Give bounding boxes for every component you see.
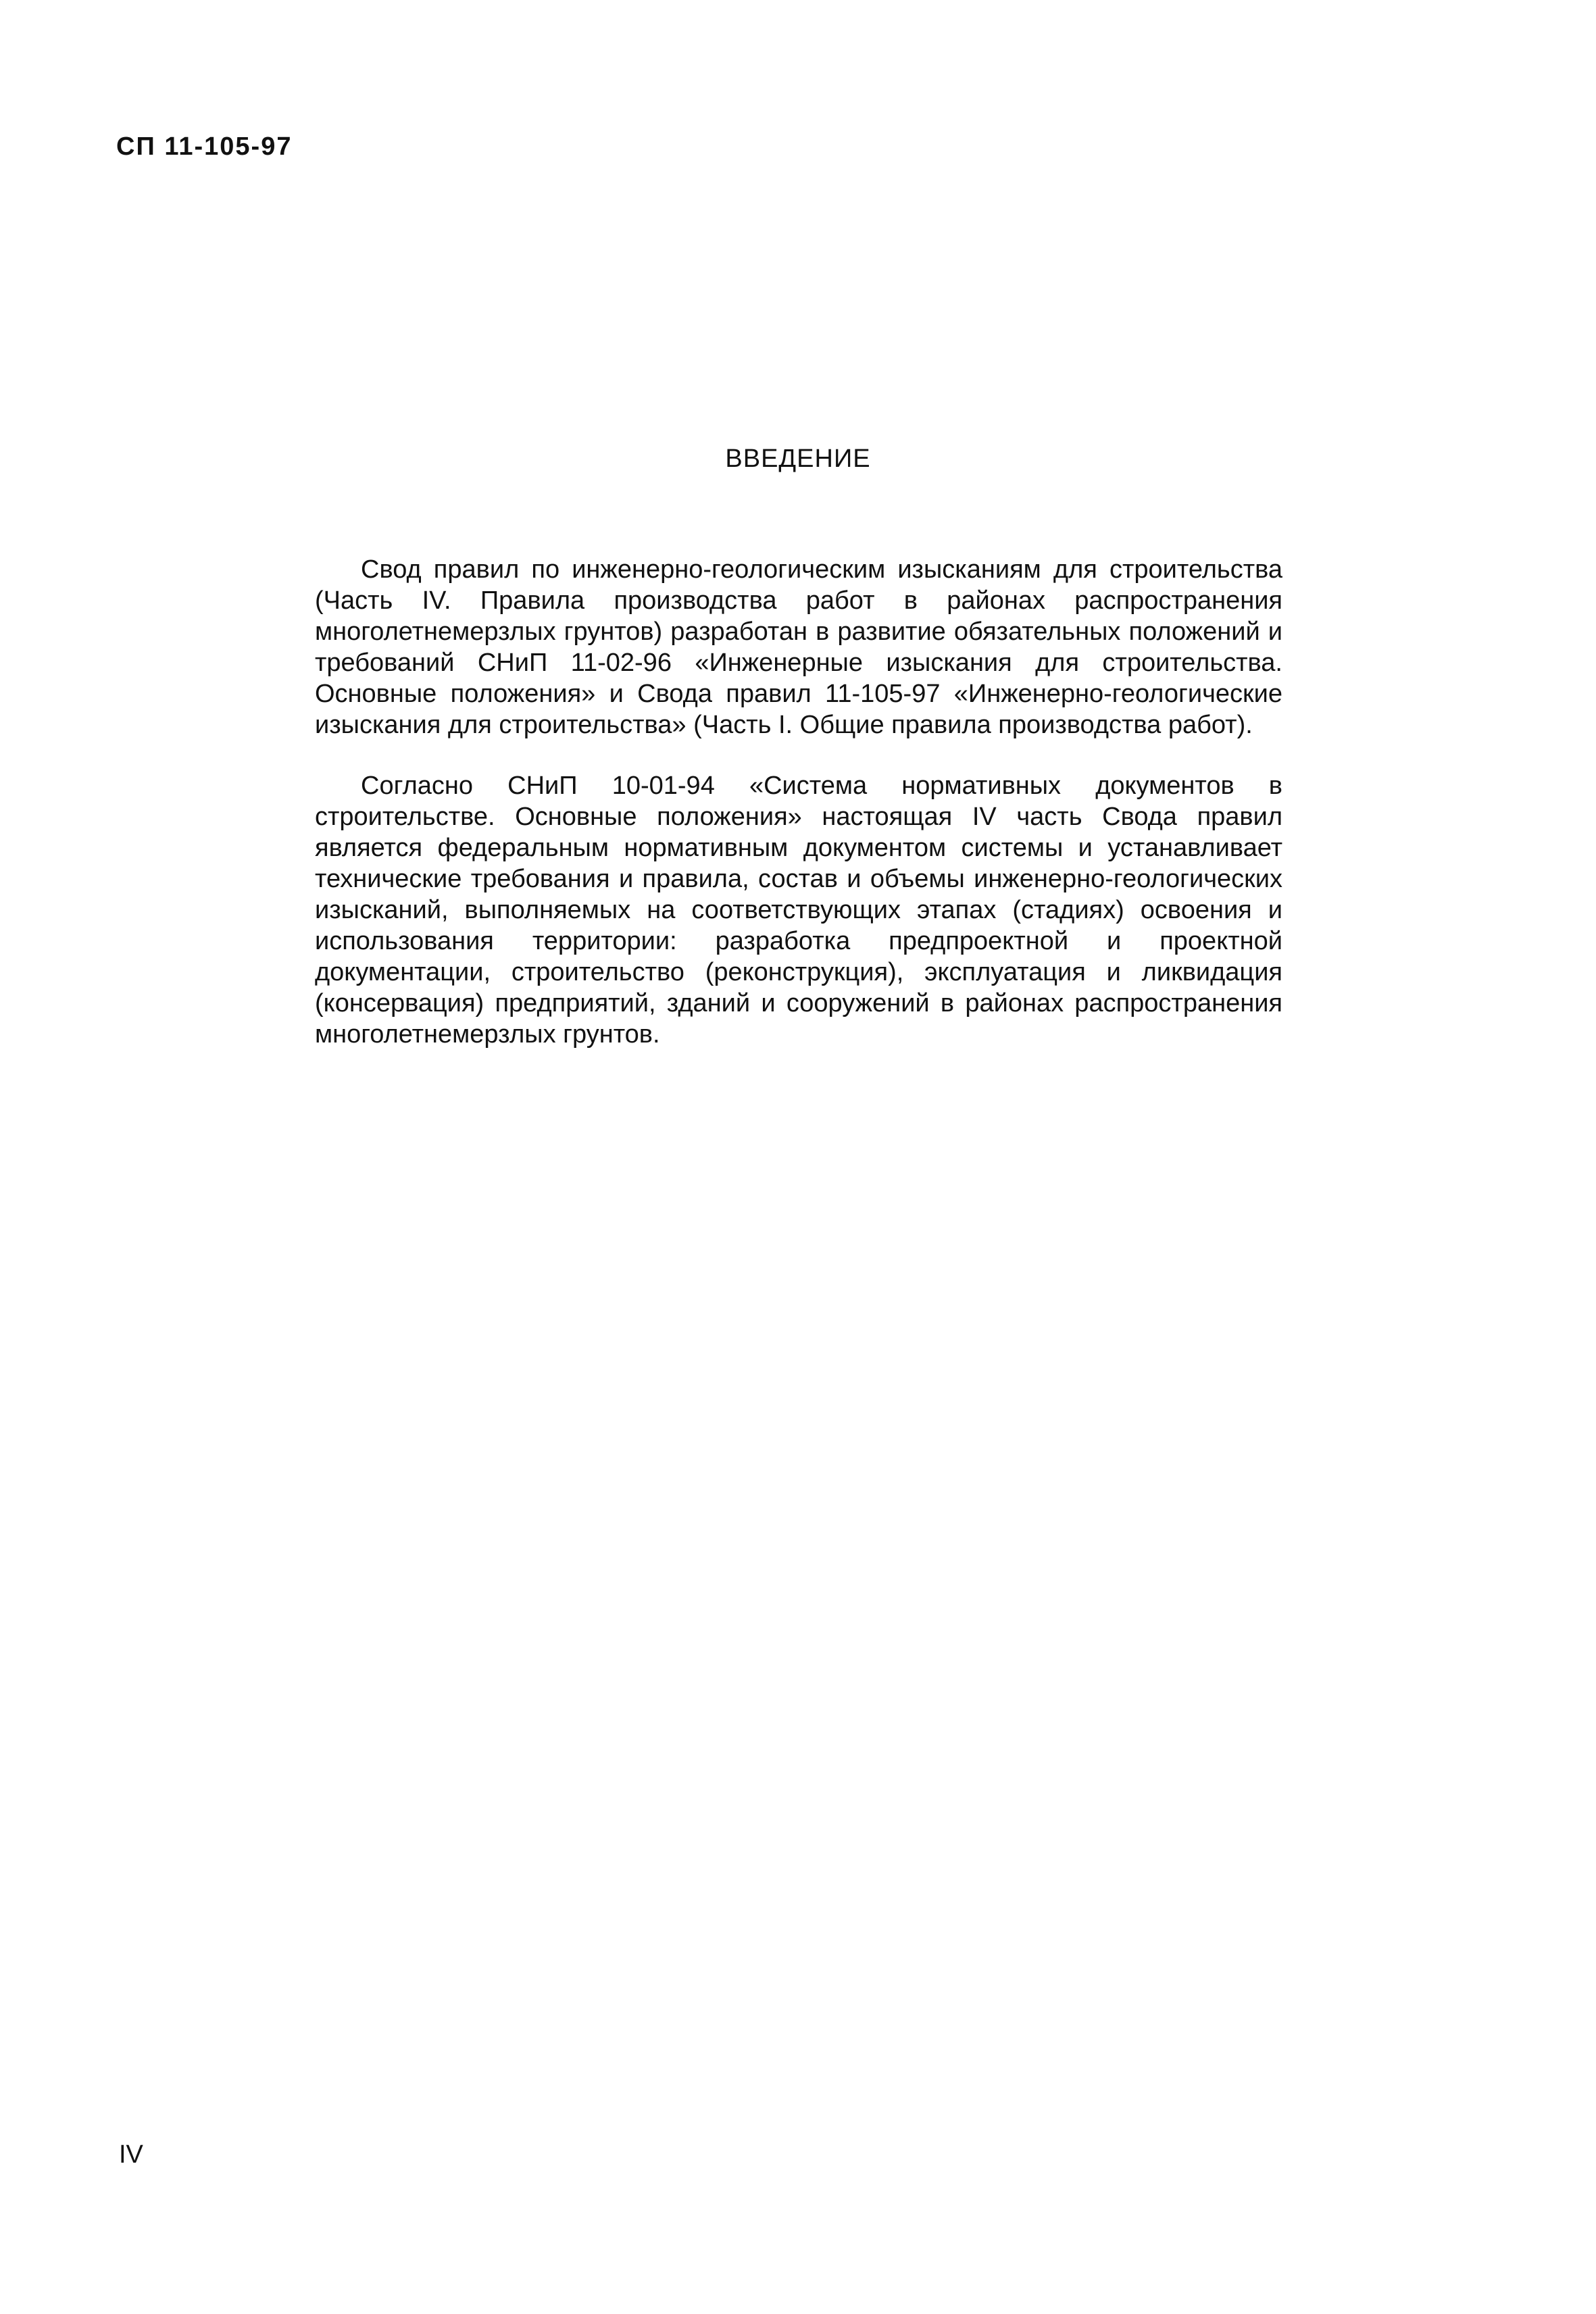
- section-title: ВВЕДЕНИЕ: [725, 445, 871, 473]
- body-text: [315, 554, 1282, 1080]
- paragraph-scope: Согласно СНиП 10-01-94 «Система нормативных документов в строительстве. Основные положения» настоящая IV часть Свода правил является федеральным нормативным документом системы и устанавливает технические требования и правила, состав и объемы инженерно-геологических изысканий, выполняемых на соответствующих этапах (стадиях) освоения и использования территории: разработка предпроектной и проектной документации, строительство (реконструкция), эксплуатация и ликвидация (консервация) предприятий, зданий и сооружений в районах распространения многолетнемерзлых грунтов.: [315, 772, 1282, 1049]
- paragraph-purpose: Свод правил по инженерно-геологическим изысканиям для строительства (Часть IV. Правила производства работ в районах распространения многолетнемерзлых грунтов) разработан в развитие обязательных положений и требований СНиП 11-02-96 «Инженерные изыскания для строительства. Основные положения» и Свода правил 11-105-97 «Инженерно-геологические изыскания для строительства» (Часть I. Общие правила производства работ).: [315, 555, 1282, 739]
- document-code: СП 11-105-97: [116, 132, 293, 161]
- page-number: IV: [119, 2140, 143, 2169]
